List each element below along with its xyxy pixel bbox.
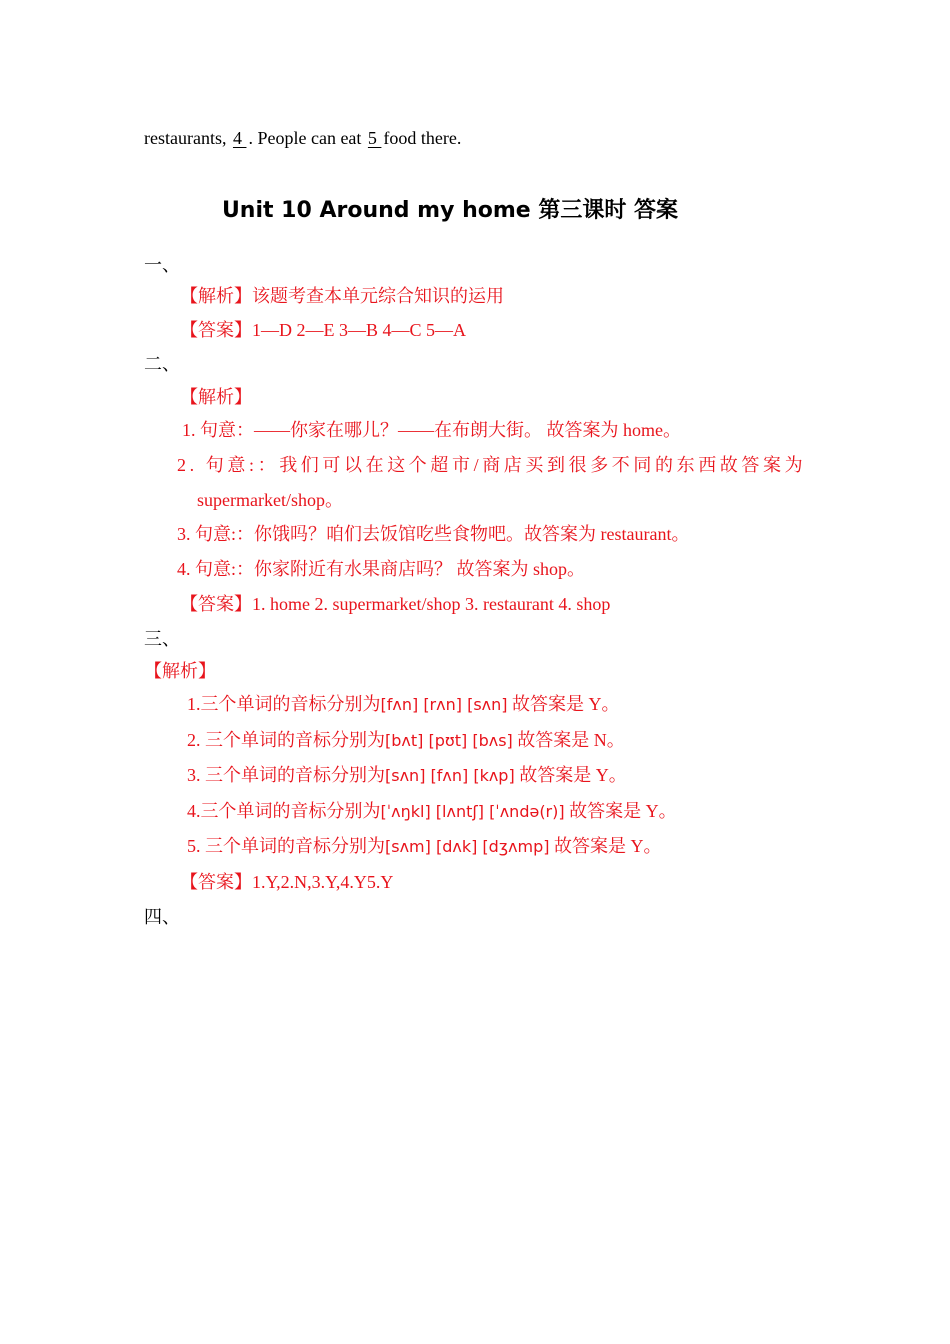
top-line-pre: restaurants, xyxy=(144,128,231,148)
item-result: 故答案是 Y。 xyxy=(507,694,620,714)
top-line-mid: . People can eat xyxy=(248,128,366,148)
blank-5: 5 xyxy=(367,128,382,148)
section2-item-2a: 2. 句意:：我们可以在这个超市/商店买到很多不同的东西故答案为 xyxy=(177,455,807,475)
section2-heading: 二、 xyxy=(144,354,180,374)
phonetic-text: [fʌn] [rʌn] [sʌn] xyxy=(380,695,508,714)
section3-item-4 xyxy=(187,800,677,823)
section2-analysis-label: 【解析】 xyxy=(180,387,252,407)
section2-item-3: 3. 句意:：你饿吗？咱们去饭馆吃些食物吧。故答案为 restaurant。 xyxy=(177,524,690,544)
item-text: 1.三个单词的音标分别为 xyxy=(187,694,381,714)
item-result: 故答案是 Y。 xyxy=(549,836,662,856)
item-text: 3. 三个单词的音标分别为 xyxy=(187,765,385,785)
item-text: 2. 三个单词的音标分别为 xyxy=(187,730,385,750)
section3-item-3 xyxy=(187,764,627,787)
phonetic-text: [ˈʌŋkl] [lʌntʃ] [ˈʌndə(r)] xyxy=(380,802,565,821)
section3-item-5 xyxy=(187,835,662,858)
item-text: 4.三个单词的音标分别为 xyxy=(187,801,381,821)
section4-heading: 四、 xyxy=(144,907,180,927)
section1-heading: 一、 xyxy=(144,255,180,275)
section1-answer: 【答案】1—D 2—E 3—B 4—C 5—A xyxy=(180,320,467,340)
section3-answer: 【答案】1.Y,2.N,3.Y,4.Y5.Y xyxy=(180,872,394,892)
section3-item-1 xyxy=(187,693,620,716)
section3-heading: 三、 xyxy=(144,629,180,649)
top-line-post: food there. xyxy=(383,128,462,148)
phonetic-text: [sʌn] [fʌn] [kʌp] xyxy=(385,766,515,785)
top-line xyxy=(144,127,461,149)
item-result: 故答案是 N。 xyxy=(512,730,625,750)
item-result: 故答案是 Y。 xyxy=(514,765,627,785)
section2-item-2b: supermarket/shop。 xyxy=(197,490,343,510)
item-text: 5. 三个单词的音标分别为 xyxy=(187,836,385,856)
blank-4: 4 xyxy=(232,128,247,148)
item-result: 故答案是 Y。 xyxy=(564,801,677,821)
phonetic-text: [sʌm] [dʌk] [dʒʌmp] xyxy=(385,837,550,856)
section3-analysis-label: 【解析】 xyxy=(144,661,216,681)
section2-item-1: 1. 句意：——你家在哪儿？——在布朗大街。 故答案为 home。 xyxy=(182,420,681,440)
section1-analysis: 【解析】该题考查本单元综合知识的运用 xyxy=(180,286,504,306)
phonetic-text: [bʌt] [pʊt] [bʌs] xyxy=(385,731,513,750)
section2-item-4: 4. 句意:：你家附近有水果商店吗？ 故答案为 shop。 xyxy=(177,559,586,579)
section2-answer: 【答案】1. home 2. supermarket/shop 3. restaurant 4. shop xyxy=(180,594,611,614)
section3-item-2 xyxy=(187,729,625,752)
page-title: Unit 10 Around my home 第三课时 答案 xyxy=(221,198,679,223)
